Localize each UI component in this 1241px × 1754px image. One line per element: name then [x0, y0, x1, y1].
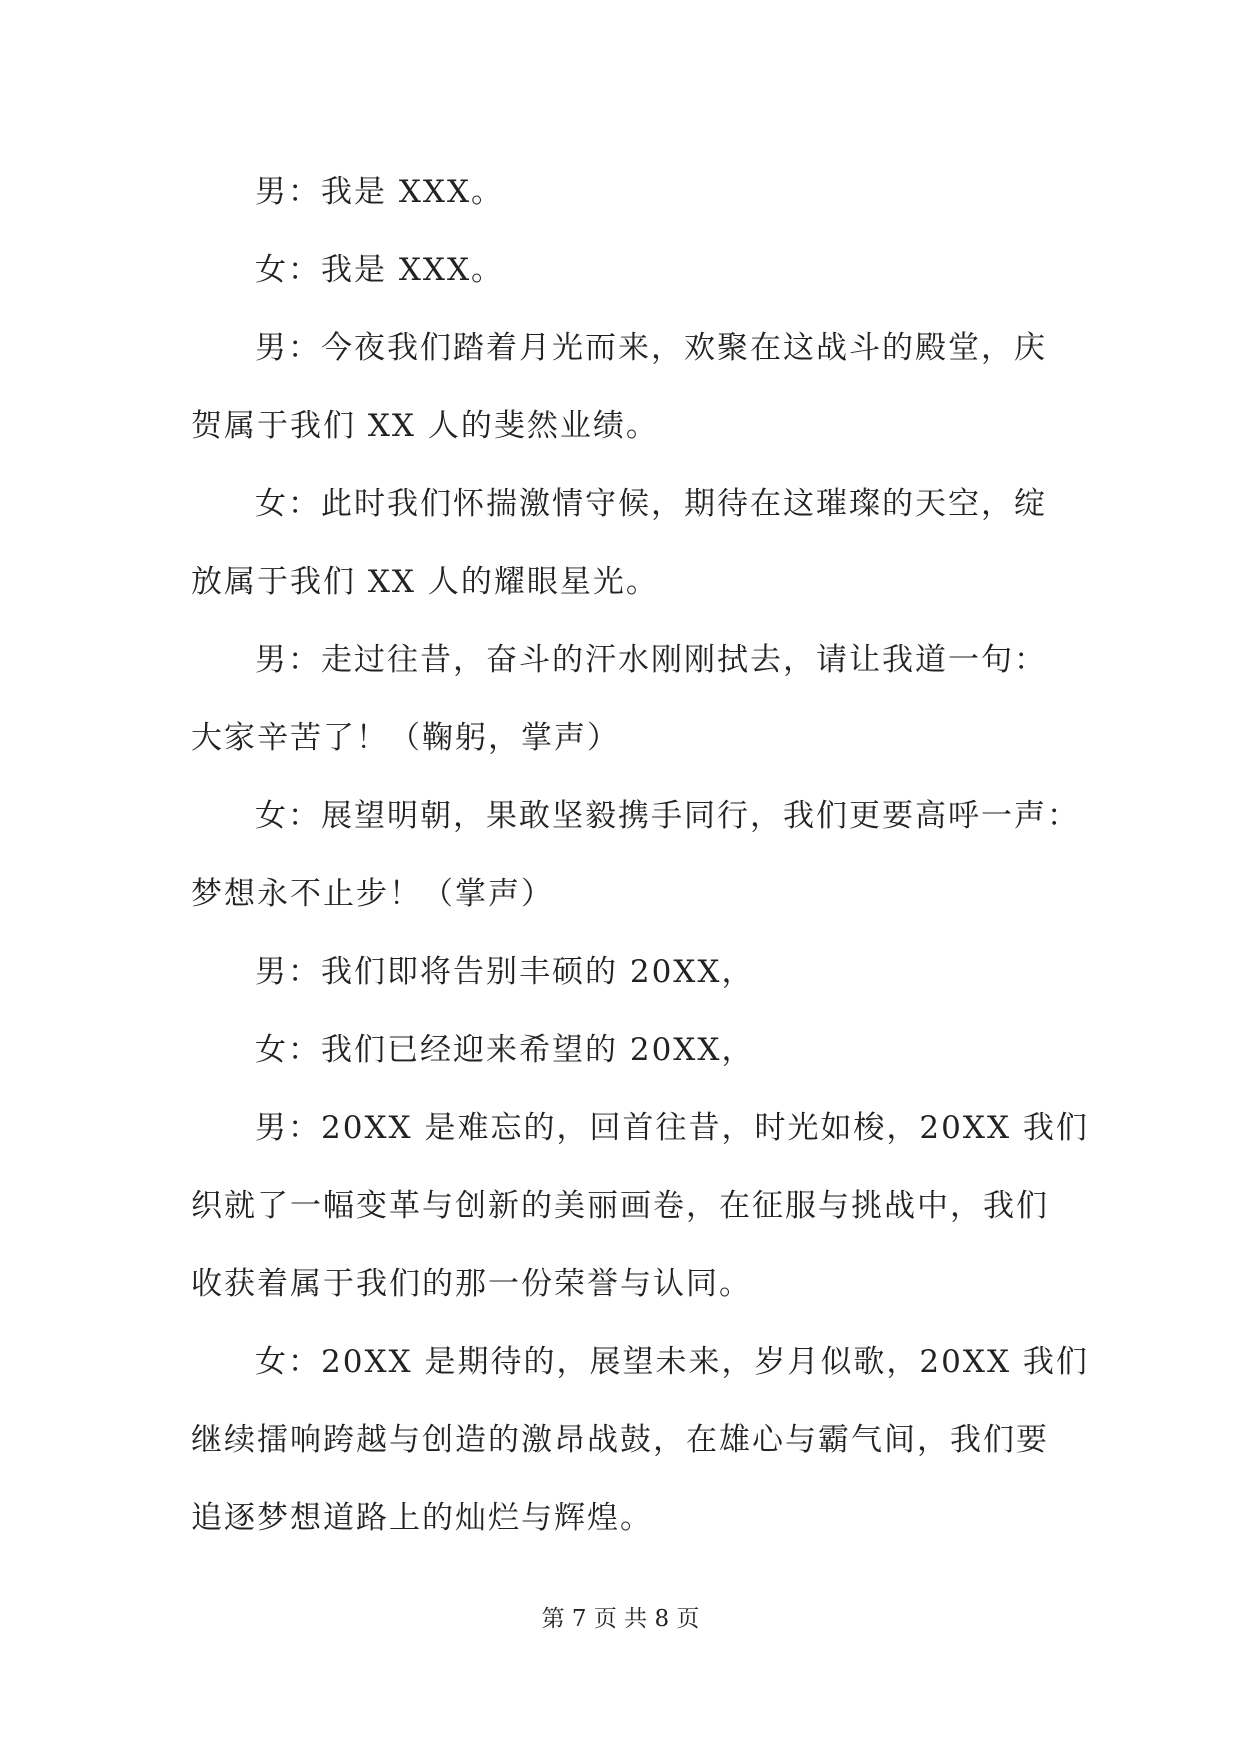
- dialogue-line-continuation: 梦想永不止步！（掌声）: [191, 876, 554, 912]
- dialogue-line: 男：今夜我们踏着月光而来，欢聚在这战斗的殿堂，庆: [255, 330, 1047, 366]
- page-number-footer: 第 7 页 共 8 页: [541, 1606, 700, 1632]
- dialogue-line: 女：此时我们怀揣激情守候，期待在这璀璨的天空，绽: [255, 486, 1047, 522]
- dialogue-line-continuation: 大家辛苦了！（鞠躬，掌声）: [191, 720, 620, 756]
- dialogue-line-continuation: 贺属于我们 XX 人的斐然业绩。: [191, 408, 659, 444]
- dialogue-line: 女：我们已经迎来希望的 20XX，: [255, 1032, 755, 1068]
- dialogue-line: 男：走过往昔，奋斗的汗水刚刚拭去，请让我道一句：: [255, 642, 1047, 678]
- dialogue-line: 男：20XX 是难忘的，回首往昔，时光如梭，20XX 我们: [255, 1110, 1089, 1146]
- dialogue-line-continuation: 收获着属于我们的那一份荣誉与认同。: [191, 1266, 752, 1302]
- dialogue-line-continuation: 追逐梦想道路上的灿烂与辉煌。: [191, 1500, 653, 1536]
- dialogue-line-continuation: 继续擂响跨越与创造的激昂战鼓，在雄心与霸气间，我们要: [191, 1422, 1049, 1458]
- dialogue-line: 女：20XX 是期待的，展望未来，岁月似歌，20XX 我们: [255, 1344, 1089, 1380]
- dialogue-line: 女：我是 XXX。: [255, 252, 505, 288]
- dialogue-line: 女：展望明朝，果敢坚毅携手同行，我们更要高呼一声：: [255, 798, 1080, 834]
- dialogue-line: 男：我是 XXX。: [255, 174, 505, 210]
- dialogue-line-continuation: 织就了一幅变革与创新的美丽画卷，在征服与挑战中，我们: [191, 1188, 1049, 1224]
- dialogue-line-continuation: 放属于我们 XX 人的耀眼星光。: [191, 564, 659, 600]
- dialogue-line: 男：我们即将告别丰硕的 20XX，: [255, 954, 755, 990]
